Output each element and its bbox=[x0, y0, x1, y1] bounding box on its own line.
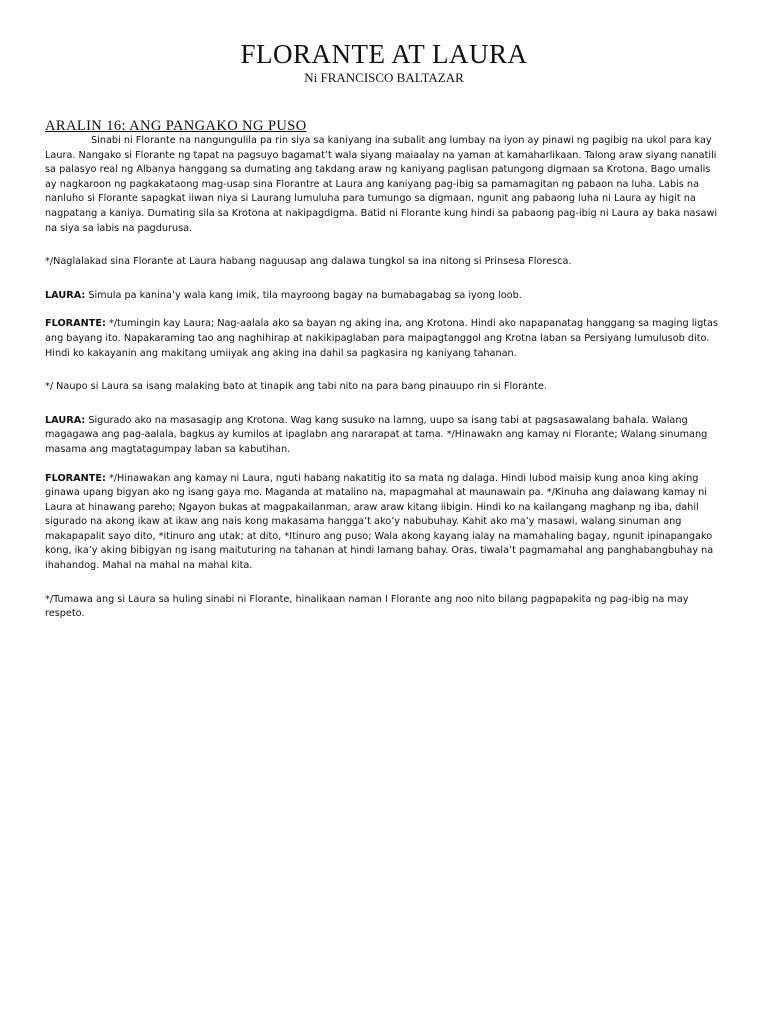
dialogue-laura-1 bbox=[45, 289, 723, 304]
dialogue-florante-2 bbox=[45, 472, 723, 574]
lesson-heading: ARALIN 16: ANG PANGAKO NG PUSO bbox=[45, 118, 307, 134]
dialogue-text: */tumingin kay Laura; Nag-aalala ako sa bayan ng aking ina, ang Krotona. Hindi ako napapanatag hanggang sa maging ligtas ang bayang ito. Napakaraming tao ang naghihirap at nakikipaglaban para maipagtanggol ang Krotna laban sa Persiyang lumulusob dito. Hindi ko kakayanin ang makitang umiiyak ang aking ina dahil sa pagkasira ng kaniyang tahanan. bbox=[45, 318, 719, 359]
speaker-label: LAURA: bbox=[45, 414, 86, 426]
stage-direction-1: */Naglalakad sina Florante at Laura habang naguusap ang dalawa tungkol sa ina nitong si Prinsesa Floresca. bbox=[45, 256, 572, 268]
dialogue-laura-2 bbox=[45, 414, 723, 458]
dialogue-text: Sigurado ako na masasagip ang Krotona. Wag kang susuko na lamng, uupo sa isang tabi at pagsasawalang bahala. Walang magagawa ang pag-aalala, bagkus ay kumilos at ipaglabn ang nararapat at tama. */Hinawakn ang kamay ni Florante; Walang sinumang masama ang magtatagumpay laban sa kabutihan. bbox=[45, 414, 708, 455]
dialogue-text: */Hinawakan ang kamay ni Laura, nguti habang nakatitig ito sa mata ng dalaga. Hindi lubod maisip kung anoa king aking ginawa upang bigyan ako ng isang gaya mo. Maganda at matalino na, mapagmahal at maunawain pa. */Kinuha ang dalawang kamay ni Laura at hinawang pareho; Ngayon bukas at magpakailanman, araw araw kitang iibigin. Hindi ko na kailangang maghanp ng iba, dahil sigurado na akong ikaw at ikaw ang nais kong makasama hangga’t ako’y nabubuhay. Kahit ako ma’y masawi, walang sinuman ang makapapalit sayo dito, *itinuro ang utak; at dito, *Itinuro ang puso; Wala akong kayang ialay na mamahaling bagay, ngunit ipinapangako kong, ika’y aking bibigyan ng isang maituturing na tahanan at hindi lamang bahay. Oras, tiwala’t pagmamahal ang panghabangbuhay na ihahandog. Mahal na mahal na mahal kita. bbox=[45, 472, 714, 572]
speaker-label: FLORANTE: bbox=[45, 472, 106, 484]
document-author: Ni FRANCISCO BALTAZAR bbox=[304, 70, 464, 85]
dialogue-text: Simula pa kanina’y wala kang imik, tila mayroong bagay na bumabagabag sa iyong loob. bbox=[85, 289, 522, 301]
speaker-label: FLORANTE: bbox=[45, 318, 106, 330]
dialogue-florante-1 bbox=[45, 317, 723, 361]
speaker-label: LAURA: bbox=[45, 289, 86, 301]
intro-paragraph: Sinabi ni Florante na nangungulila pa rin siya sa kaniyang ina subalit ang lumbay na iyon ay pinawi ng pagibig na ukol para kay Laura. Nangako si Florante ng tapat na pagsuyo bagamat’t wala siyang maiaalay na yaman at kamaharlikaan. Talong araw siyang nanatili sa palasyo real ng Albanya hanggang sa dumating ang takdang araw ng kaniyang paglisan patungong digmaan sa Krotona. Bago umalis ay nagkaroon ng pagkakataong mag-usap sina Florantre at Laura ang kaniyang pag-ibig sa pamamagitan ng pabaon na luha. Labis na nanluho si Florante sapagkat iiwan niya si Laurang lumuluha para tumungo sa digmaan, ngunit ang pabaong luha ni Laura ay higit na nagpatang a kaniya. Dumating sila sa Krotona at nakipagdigma. Batid ni Florante kung hindi sa pabaong pag-ibig ni Laura ay baka nasawi na siya sa labis na pagdurusa. bbox=[45, 135, 718, 234]
stage-direction-2: */ Naupo si Laura sa isang malaking bato at tinapik ang tabi nito na para bang pinauupo rin si Florante. bbox=[45, 381, 547, 393]
stage-direction-3: */Tumawa ang si Laura sa huling sinabi ni Florante, hinalikaan naman I Florante ang noo nito bilang pagpapakita ng pag-ibig na may respeto. bbox=[45, 593, 689, 620]
document-title: FLORANTE AT LAURA bbox=[240, 39, 528, 69]
